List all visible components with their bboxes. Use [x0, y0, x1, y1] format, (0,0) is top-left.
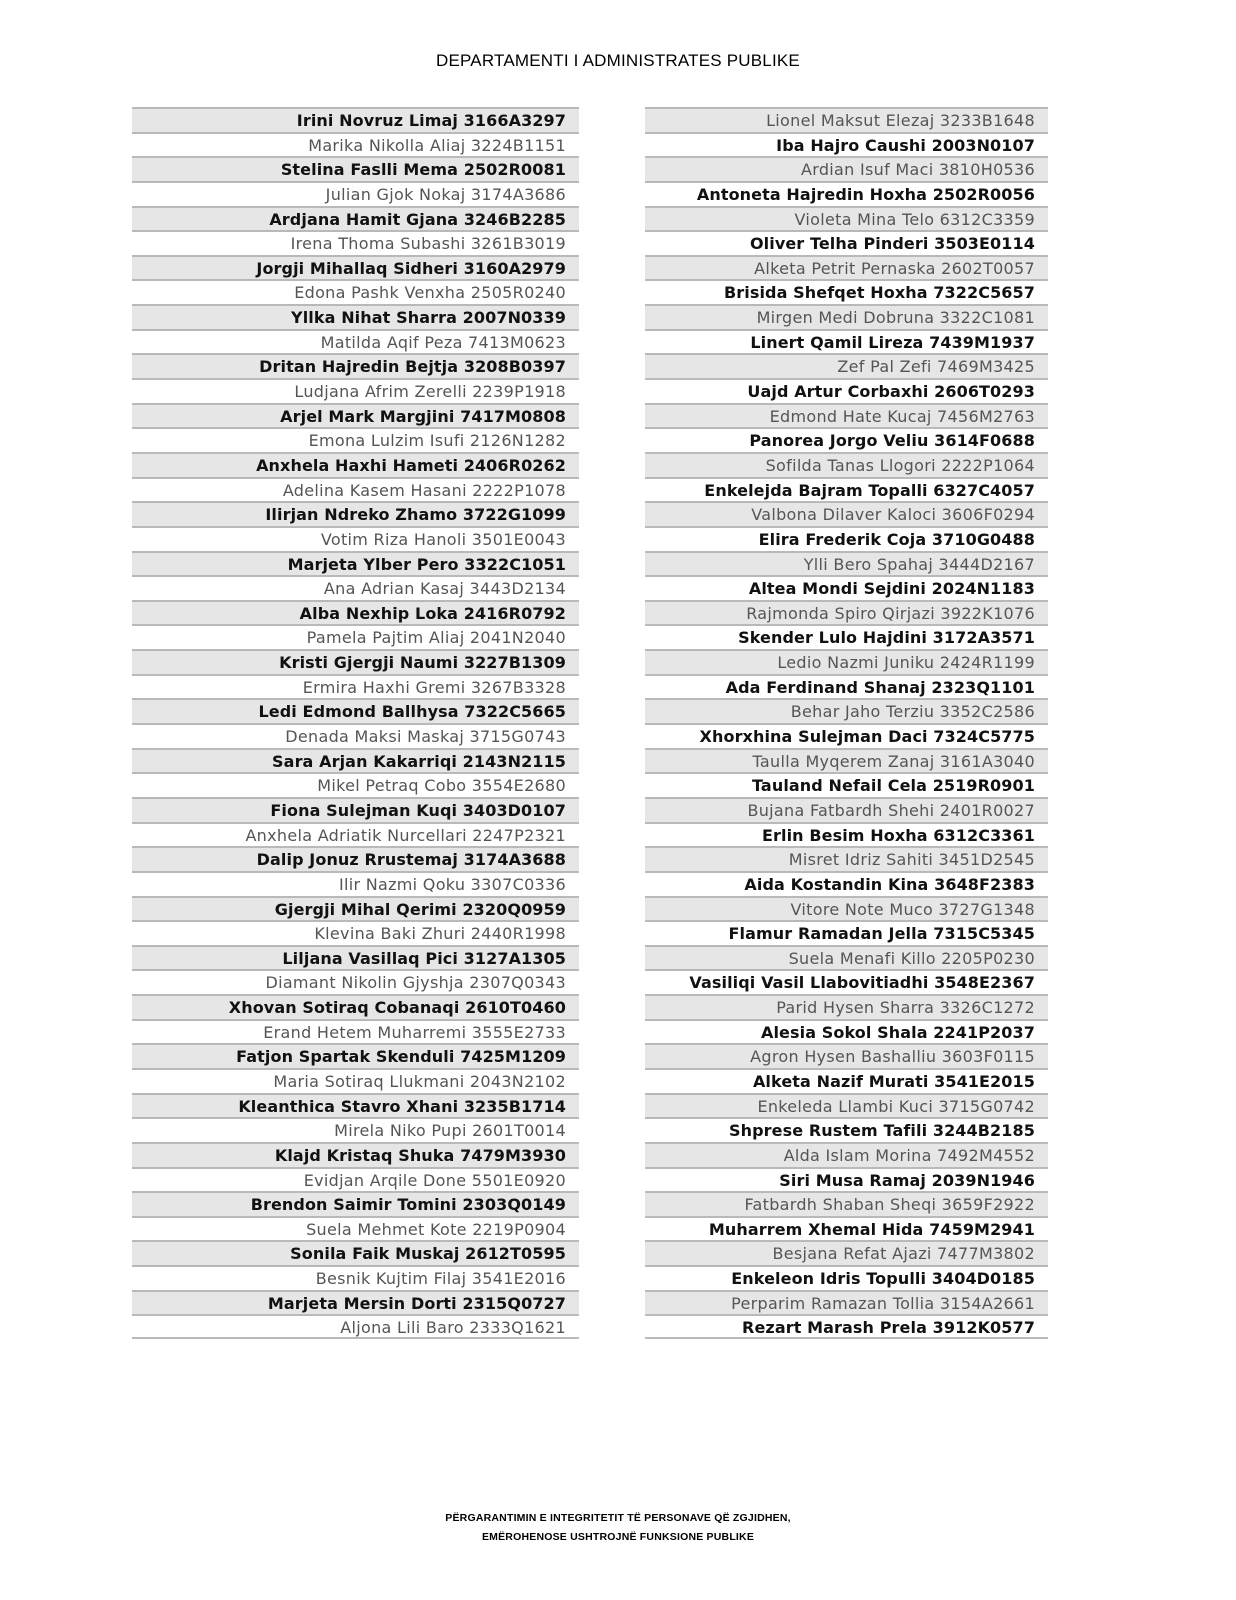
- list-item: Alketa Nazif Murati 3541E2015: [645, 1068, 1048, 1093]
- list-item: Zef Pal Zefi 7469M3425: [645, 353, 1048, 378]
- list-item: Yllka Nihat Sharra 2007N0339: [132, 304, 579, 329]
- list-item: Rajmonda Spiro Qirjazi 3922K1076: [645, 600, 1048, 625]
- list-item: Erand Hetem Muharremi 3555E2733: [132, 1019, 579, 1044]
- list-item: Alda Islam Morina 7492M4552: [645, 1142, 1048, 1167]
- list-item: Aida Kostandin Kina 3648F2383: [645, 871, 1048, 896]
- list-item: Klajd Kristaq Shuka 7479M3930: [132, 1142, 579, 1167]
- list-item: Lionel Maksut Elezaj 3233B1648: [645, 107, 1048, 132]
- list-item: Pamela Pajtim Aliaj 2041N2040: [132, 624, 579, 649]
- list-item: Flamur Ramadan Jella 7315C5345: [645, 920, 1048, 945]
- list-item: Valbona Dilaver Kaloci 3606F0294: [645, 501, 1048, 526]
- list-item: Antoneta Hajredin Hoxha 2502R0056: [645, 181, 1048, 206]
- footer-line-1: PËRGARANTIMIN E INTEGRITETIT TË PERSONAVE QË ZGJIDHEN,: [445, 1512, 791, 1524]
- list-item: Perparim Ramazan Tollia 3154A2661: [645, 1290, 1048, 1315]
- list-item: Ledio Nazmi Juniku 2424R1199: [645, 649, 1048, 674]
- list-item: Agron Hysen Bashalliu 3603F0115: [645, 1043, 1048, 1068]
- list-item: Linert Qamil Lireza 7439M1937: [645, 329, 1048, 354]
- list-item: Parid Hysen Sharra 3326C1272: [645, 994, 1048, 1019]
- list-item: Ada Ferdinand Shanaj 2323Q1101: [645, 674, 1048, 699]
- list-item: Aljona Lili Baro 2333Q1621: [132, 1314, 579, 1339]
- list-item: Tauland Nefail Cela 2519R0901: [645, 772, 1048, 797]
- list-item: Suela Menafi Killo 2205P0230: [645, 945, 1048, 970]
- list-item: Taulla Myqerem Zanaj 3161A3040: [645, 748, 1048, 773]
- list-item: Arjel Mark Margjini 7417M0808: [132, 403, 579, 428]
- list-item: Shprese Rustem Tafili 3244B2185: [645, 1117, 1048, 1142]
- list-item: Sara Arjan Kakarriqi 2143N2115: [132, 748, 579, 773]
- list-item: Edona Pashk Venxha 2505R0240: [132, 279, 579, 304]
- list-item: Fiona Sulejman Kuqi 3403D0107: [132, 797, 579, 822]
- list-item: Enkeleon Idris Topulli 3404D0185: [645, 1265, 1048, 1290]
- list-item: Anxhela Haxhi Hameti 2406R0262: [132, 452, 579, 477]
- list-item: Brisida Shefqet Hoxha 7322C5657: [645, 279, 1048, 304]
- list-item: Ludjana Afrim Zerelli 2239P1918: [132, 378, 579, 403]
- right-name-list: [645, 107, 1048, 1339]
- left-name-list: [132, 107, 579, 1339]
- list-item: Sonila Faik Muskaj 2612T0595: [132, 1240, 579, 1265]
- list-item: Misret Idriz Sahiti 3451D2545: [645, 846, 1048, 871]
- list-item: Klevina Baki Zhuri 2440R1998: [132, 920, 579, 945]
- list-item: Panorea Jorgo Veliu 3614F0688: [645, 427, 1048, 452]
- list-item: Marjeta Ylber Pero 3322C1051: [132, 551, 579, 576]
- list-item: Elira Frederik Coja 3710G0488: [645, 526, 1048, 551]
- list-item: Dritan Hajredin Bejtja 3208B0397: [132, 353, 579, 378]
- page-title: DEPARTAMENTI I ADMINISTRATES PUBLIKE: [436, 51, 800, 70]
- list-item: Iba Hajro Caushi 2003N0107: [645, 132, 1048, 157]
- list-item: Stelina Faslli Mema 2502R0081: [132, 156, 579, 181]
- list-item: Vasiliqi Vasil Llabovitiadhi 3548E2367: [645, 969, 1048, 994]
- list-item: Fatjon Spartak Skenduli 7425M1209: [132, 1043, 579, 1068]
- list-item: Enkeleda Llambi Kuci 3715G0742: [645, 1093, 1048, 1118]
- list-item: Alketa Petrit Pernaska 2602T0057: [645, 255, 1048, 280]
- list-item: Suela Mehmet Kote 2219P0904: [132, 1216, 579, 1241]
- list-item: Uajd Artur Corbaxhi 2606T0293: [645, 378, 1048, 403]
- list-item: Maria Sotiraq Llukmani 2043N2102: [132, 1068, 579, 1093]
- list-item: Matilda Aqif Peza 7413M0623: [132, 329, 579, 354]
- list-item: Emona Lulzim Isufi 2126N1282: [132, 427, 579, 452]
- list-item: Ledi Edmond Ballhysa 7322C5665: [132, 698, 579, 723]
- list-item: Edmond Hate Kucaj 7456M2763: [645, 403, 1048, 428]
- list-item: Anxhela Adriatik Nurcellari 2247P2321: [132, 822, 579, 847]
- list-item: Jorgji Mihallaq Sidheri 3160A2979: [132, 255, 579, 280]
- list-item: Muharrem Xhemal Hida 7459M2941: [645, 1216, 1048, 1241]
- list-item: Mirgen Medi Dobruna 3322C1081: [645, 304, 1048, 329]
- list-item: Kleanthica Stavro Xhani 3235B1714: [132, 1093, 579, 1118]
- list-item: Irena Thoma Subashi 3261B3019: [132, 230, 579, 255]
- list-item: Kristi Gjergji Naumi 3227B1309: [132, 649, 579, 674]
- list-item: Behar Jaho Terziu 3352C2586: [645, 698, 1048, 723]
- list-item: Alba Nexhip Loka 2416R0792: [132, 600, 579, 625]
- list-item: Irini Novruz Limaj 3166A3297: [132, 107, 579, 132]
- list-item: Evidjan Arqile Done 5501E0920: [132, 1167, 579, 1192]
- list-item: Marika Nikolla Aliaj 3224B1151: [132, 132, 579, 157]
- list-item: Liljana Vasillaq Pici 3127A1305: [132, 945, 579, 970]
- list-item: Diamant Nikolin Gjyshja 2307Q0343: [132, 969, 579, 994]
- list-item: Votim Riza Hanoli 3501E0043: [132, 526, 579, 551]
- footer: [0, 1509, 1236, 1547]
- list-item: Vitore Note Muco 3727G1348: [645, 896, 1048, 921]
- list-item: Brendon Saimir Tomini 2303Q0149: [132, 1191, 579, 1216]
- list-item: Rezart Marash Prela 3912K0577: [645, 1314, 1048, 1339]
- list-item: Ilir Nazmi Qoku 3307C0336: [132, 871, 579, 896]
- list-item: Ylli Bero Spahaj 3444D2167: [645, 551, 1048, 576]
- list-item: Ana Adrian Kasaj 3443D2134: [132, 575, 579, 600]
- list-item: Oliver Telha Pinderi 3503E0114: [645, 230, 1048, 255]
- list-item: Enkelejda Bajram Topalli 6327C4057: [645, 477, 1048, 502]
- list-item: Alesia Sokol Shala 2241P2037: [645, 1019, 1048, 1044]
- list-item: Skender Lulo Hajdini 3172A3571: [645, 624, 1048, 649]
- list-item: Ardjana Hamit Gjana 3246B2285: [132, 206, 579, 231]
- list-item: Fatbardh Shaban Sheqi 3659F2922: [645, 1191, 1048, 1216]
- list-item: Dalip Jonuz Rrustemaj 3174A3688: [132, 846, 579, 871]
- list-item: Xhorxhina Sulejman Daci 7324C5775: [645, 723, 1048, 748]
- list-item: Altea Mondi Sejdini 2024N1183: [645, 575, 1048, 600]
- list-item: Besjana Refat Ajazi 7477M3802: [645, 1240, 1048, 1265]
- list-item: Mikel Petraq Cobo 3554E2680: [132, 772, 579, 797]
- list-item: Violeta Mina Telo 6312C3359: [645, 206, 1048, 231]
- list-item: Gjergji Mihal Qerimi 2320Q0959: [132, 896, 579, 921]
- list-item: Ermira Haxhi Gremi 3267B3328: [132, 674, 579, 699]
- list-item: Xhovan Sotiraq Cobanaqi 2610T0460: [132, 994, 579, 1019]
- list-item: Ardian Isuf Maci 3810H0536: [645, 156, 1048, 181]
- list-item: Sofilda Tanas Llogori 2222P1064: [645, 452, 1048, 477]
- list-item: Denada Maksi Maskaj 3715G0743: [132, 723, 579, 748]
- list-item: Siri Musa Ramaj 2039N1946: [645, 1167, 1048, 1192]
- list-item: Julian Gjok Nokaj 3174A3686: [132, 181, 579, 206]
- list-item: Besnik Kujtim Filaj 3541E2016: [132, 1265, 579, 1290]
- list-item: Erlin Besim Hoxha 6312C3361: [645, 822, 1048, 847]
- list-item: Mirela Niko Pupi 2601T0014: [132, 1117, 579, 1142]
- list-item: Bujana Fatbardh Shehi 2401R0027: [645, 797, 1048, 822]
- list-item: Ilirjan Ndreko Zhamo 3722G1099: [132, 501, 579, 526]
- list-item: Marjeta Mersin Dorti 2315Q0727: [132, 1290, 579, 1315]
- list-item: Adelina Kasem Hasani 2222P1078: [132, 477, 579, 502]
- footer-line-2: EMËROHENOSE USHTROJNË FUNKSIONE PUBLIKE: [481, 1531, 755, 1543]
